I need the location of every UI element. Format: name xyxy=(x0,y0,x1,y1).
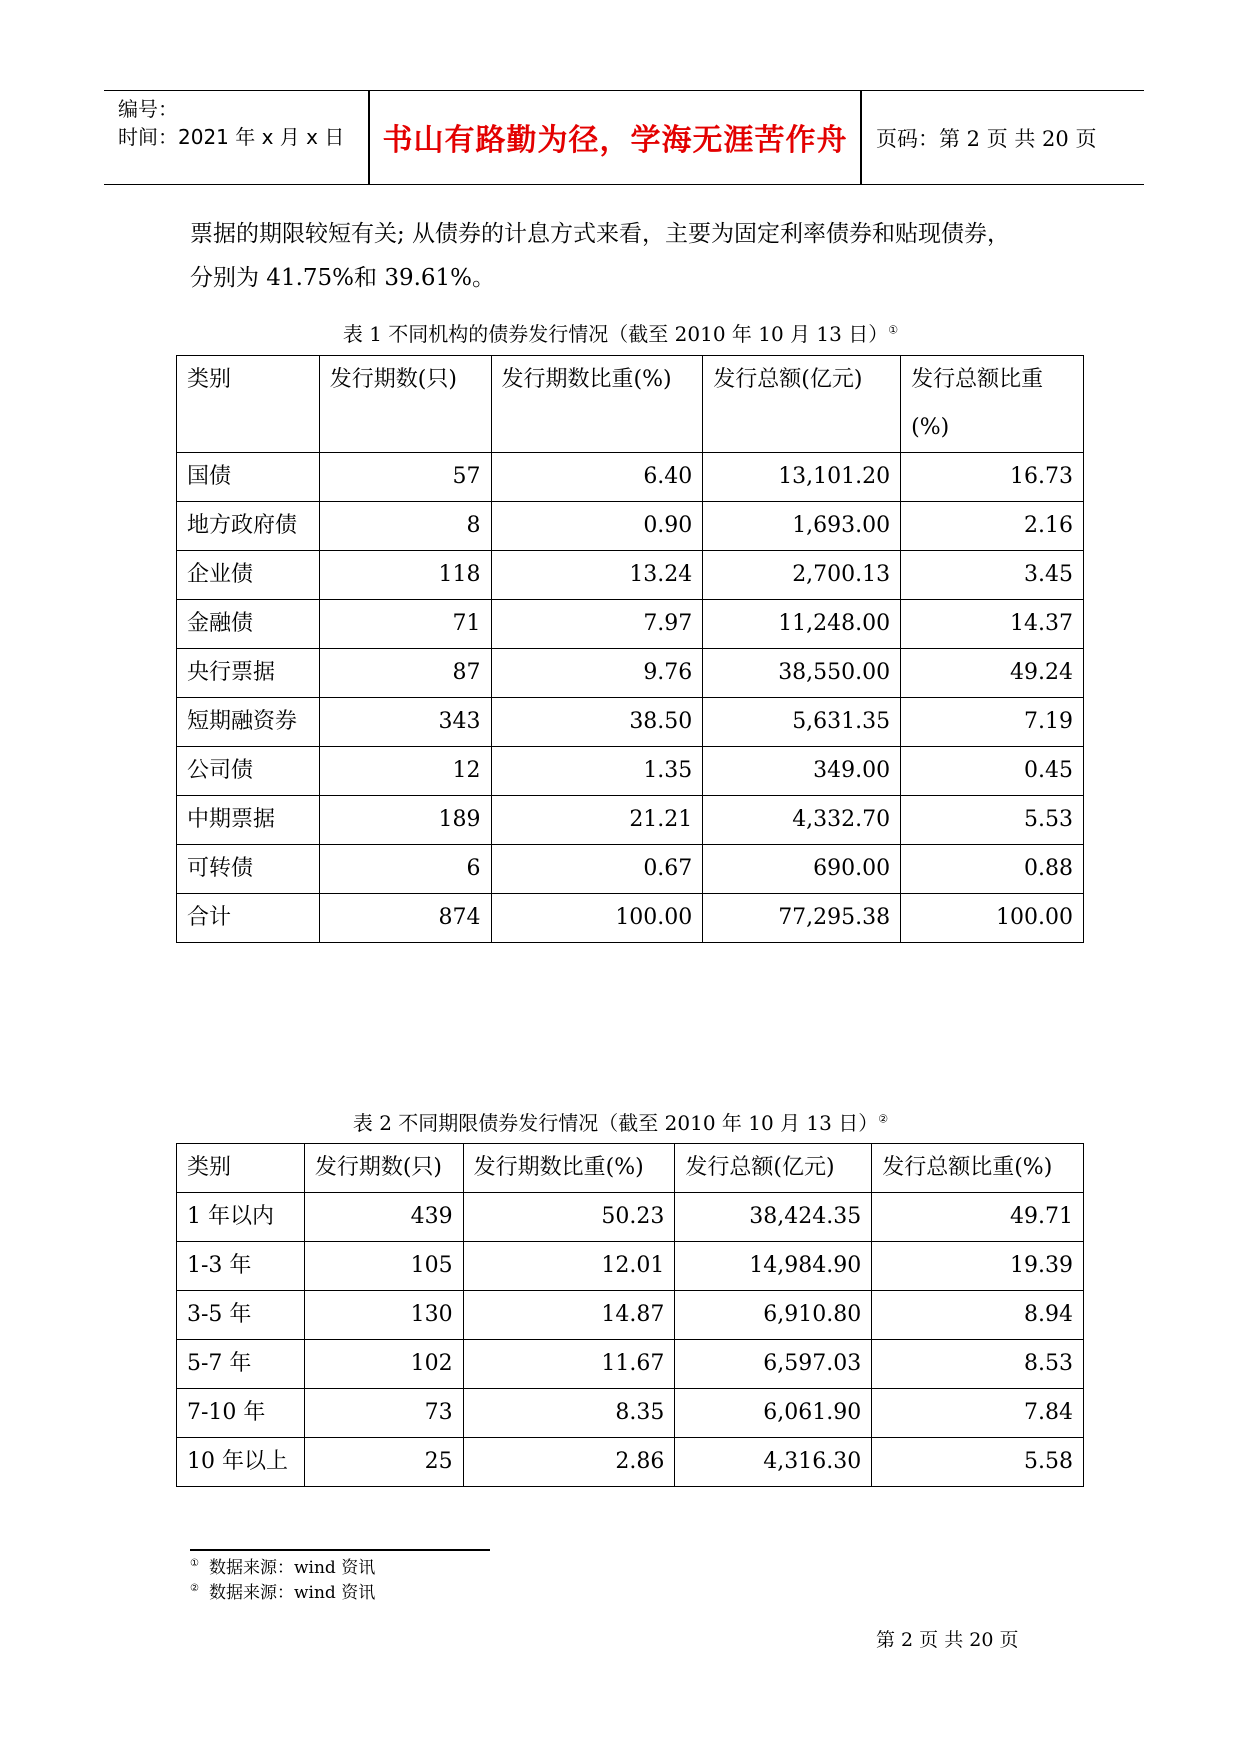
table-header-cell: 发行总额(亿元) xyxy=(703,356,901,453)
header-meta xyxy=(118,95,344,151)
table-cell: 7.97 xyxy=(491,600,703,649)
table-row-label: 可转债 xyxy=(177,845,320,894)
table-row xyxy=(177,1340,1084,1389)
table-cell: 5,631.35 xyxy=(703,698,901,747)
table-row xyxy=(177,1193,1084,1242)
table-cell: 189 xyxy=(319,796,491,845)
time-label: 时间：2021 年 x 月 x 日 xyxy=(118,125,345,149)
table1 xyxy=(176,355,1084,943)
table-row-label: 地方政府债 xyxy=(177,502,320,551)
table-cell: 6,597.03 xyxy=(675,1340,872,1389)
table-cell: 14,984.90 xyxy=(675,1242,872,1291)
table2-caption-note: ② xyxy=(878,1112,889,1126)
table-cell: 100.00 xyxy=(491,894,703,943)
table-cell: 87 xyxy=(319,649,491,698)
table-cell: 100.00 xyxy=(901,894,1084,943)
table-row-label: 央行票据 xyxy=(177,649,320,698)
table-row-label: 5-7 年 xyxy=(177,1340,305,1389)
header-page-number: 页码：第 2 页 共 20 页 xyxy=(876,127,1097,151)
footnote-text: 数据来源：wind 资讯 xyxy=(208,1583,376,1603)
table-cell: 6 xyxy=(319,845,491,894)
footnote-text: 数据来源：wind 资讯 xyxy=(208,1558,376,1578)
table-cell: 49.71 xyxy=(872,1193,1084,1242)
table-cell: 102 xyxy=(304,1340,463,1389)
table-header-cell: 类别 xyxy=(177,356,320,453)
table2 xyxy=(176,1143,1084,1487)
table-cell: 3.45 xyxy=(901,551,1084,600)
table-row xyxy=(177,502,1084,551)
table-cell: 21.21 xyxy=(491,796,703,845)
table-cell: 874 xyxy=(319,894,491,943)
table-cell: 1.35 xyxy=(491,747,703,796)
page-header xyxy=(104,90,1144,185)
table-cell: 8.53 xyxy=(872,1340,1084,1389)
table-cell: 6,910.80 xyxy=(675,1291,872,1340)
table-row xyxy=(177,894,1084,943)
table-cell: 5.58 xyxy=(872,1438,1084,1487)
table-cell: 8.94 xyxy=(872,1291,1084,1340)
footnote-rule xyxy=(190,1549,490,1551)
table-cell: 7.19 xyxy=(901,698,1084,747)
table-row xyxy=(177,551,1084,600)
table-cell: 38,550.00 xyxy=(703,649,901,698)
table-cell: 38.50 xyxy=(491,698,703,747)
table-cell: 14.87 xyxy=(463,1291,675,1340)
table-header-row xyxy=(177,356,1084,453)
table-cell: 12.01 xyxy=(463,1242,675,1291)
footnote xyxy=(190,1553,375,1578)
table-row xyxy=(177,1242,1084,1291)
table-row-label: 合计 xyxy=(177,894,320,943)
table-cell: 8.35 xyxy=(463,1389,675,1438)
table-cell: 38,424.35 xyxy=(675,1193,872,1242)
table-row xyxy=(177,845,1084,894)
table-cell: 8 xyxy=(319,502,491,551)
table-header-row xyxy=(177,1144,1084,1193)
table-cell: 2.86 xyxy=(463,1438,675,1487)
table-header-cell: 发行期数比重(%) xyxy=(491,356,703,453)
table-row xyxy=(177,1438,1084,1487)
table-row-label: 国债 xyxy=(177,453,320,502)
table-row-label: 7-10 年 xyxy=(177,1389,305,1438)
table-cell: 77,295.38 xyxy=(703,894,901,943)
table-cell: 0.90 xyxy=(491,502,703,551)
table-cell: 13,101.20 xyxy=(703,453,901,502)
table-header-cell: 发行期数(只) xyxy=(319,356,491,453)
table-cell: 1,693.00 xyxy=(703,502,901,551)
table-row-label: 公司债 xyxy=(177,747,320,796)
table-cell: 4,316.30 xyxy=(675,1438,872,1487)
table-cell: 0.88 xyxy=(901,845,1084,894)
table-cell: 4,332.70 xyxy=(703,796,901,845)
body-paragraph-line: 票据的期限较短有关; 从债券的计息方式来看，主要为固定利率债券和贴现债券， xyxy=(190,221,1011,247)
table-row xyxy=(177,1291,1084,1340)
table-header-cell: 发行期数比重(%) xyxy=(463,1144,675,1193)
table-cell: 19.39 xyxy=(872,1242,1084,1291)
table-header-cell: 发行总额比重(%) xyxy=(872,1144,1084,1193)
table-header-cell: 类别 xyxy=(177,1144,305,1193)
table-cell: 49.24 xyxy=(901,649,1084,698)
table-cell: 349.00 xyxy=(703,747,901,796)
footnote-mark: ② xyxy=(190,1583,199,1595)
table-cell: 50.23 xyxy=(463,1193,675,1242)
table-header-cell: 发行总额比重(%) xyxy=(901,356,1084,453)
table-cell: 2,700.13 xyxy=(703,551,901,600)
table-cell: 73 xyxy=(304,1389,463,1438)
table-cell: 12 xyxy=(319,747,491,796)
table-cell: 6,061.90 xyxy=(675,1389,872,1438)
table-row-label: 3-5 年 xyxy=(177,1291,305,1340)
table-row-label: 1 年以内 xyxy=(177,1193,305,1242)
table-row-label: 10 年以上 xyxy=(177,1438,305,1487)
page-footer: 第 2 页 共 20 页 xyxy=(876,1629,1019,1651)
table-cell: 11.67 xyxy=(463,1340,675,1389)
table-row xyxy=(177,600,1084,649)
header-motto: 书山有路勤为径，学海无涯苦作舟 xyxy=(382,123,848,158)
table-cell: 0.45 xyxy=(901,747,1084,796)
table-cell: 343 xyxy=(319,698,491,747)
table-cell: 71 xyxy=(319,600,491,649)
header-divider xyxy=(860,91,862,184)
table-row xyxy=(177,698,1084,747)
table1-caption-note: ① xyxy=(888,323,899,337)
serial-label: 编号： xyxy=(118,97,178,121)
table-row-label: 中期票据 xyxy=(177,796,320,845)
table2-caption-text: 表 2 不同期限债券发行情况（截至 2010 年 10 月 13 日） xyxy=(352,1111,879,1135)
table-cell: 16.73 xyxy=(901,453,1084,502)
table-cell: 11,248.00 xyxy=(703,600,901,649)
table-cell: 9.76 xyxy=(491,649,703,698)
footnote-mark: ① xyxy=(190,1558,199,1570)
table2-caption xyxy=(0,1107,1241,1136)
table-cell: 5.53 xyxy=(901,796,1084,845)
table-cell: 118 xyxy=(319,551,491,600)
table-cell: 25 xyxy=(304,1438,463,1487)
table-cell: 130 xyxy=(304,1291,463,1340)
table-cell: 6.40 xyxy=(491,453,703,502)
table-header-cell: 发行期数(只) xyxy=(304,1144,463,1193)
table-cell: 7.84 xyxy=(872,1389,1084,1438)
footnote xyxy=(190,1578,375,1603)
table-row xyxy=(177,649,1084,698)
body-paragraph-line: 分别为 41.75%和 39.61%。 xyxy=(190,265,496,291)
table-cell: 57 xyxy=(319,453,491,502)
table-row xyxy=(177,796,1084,845)
table1-caption xyxy=(0,318,1241,347)
table-cell: 2.16 xyxy=(901,502,1084,551)
table-row-label: 短期融资券 xyxy=(177,698,320,747)
table-row xyxy=(177,747,1084,796)
table-row-label: 企业债 xyxy=(177,551,320,600)
table-cell: 105 xyxy=(304,1242,463,1291)
table1-caption-text: 表 1 不同机构的债券发行情况（截至 2010 年 10 月 13 日） xyxy=(342,322,889,346)
table-row-label: 1-3 年 xyxy=(177,1242,305,1291)
table-cell: 690.00 xyxy=(703,845,901,894)
table-row xyxy=(177,1389,1084,1438)
table-cell: 439 xyxy=(304,1193,463,1242)
table-row-label: 金融债 xyxy=(177,600,320,649)
table-cell: 14.37 xyxy=(901,600,1084,649)
table-row xyxy=(177,453,1084,502)
table-header-cell: 发行总额(亿元) xyxy=(675,1144,872,1193)
table-cell: 13.24 xyxy=(491,551,703,600)
table-cell: 0.67 xyxy=(491,845,703,894)
